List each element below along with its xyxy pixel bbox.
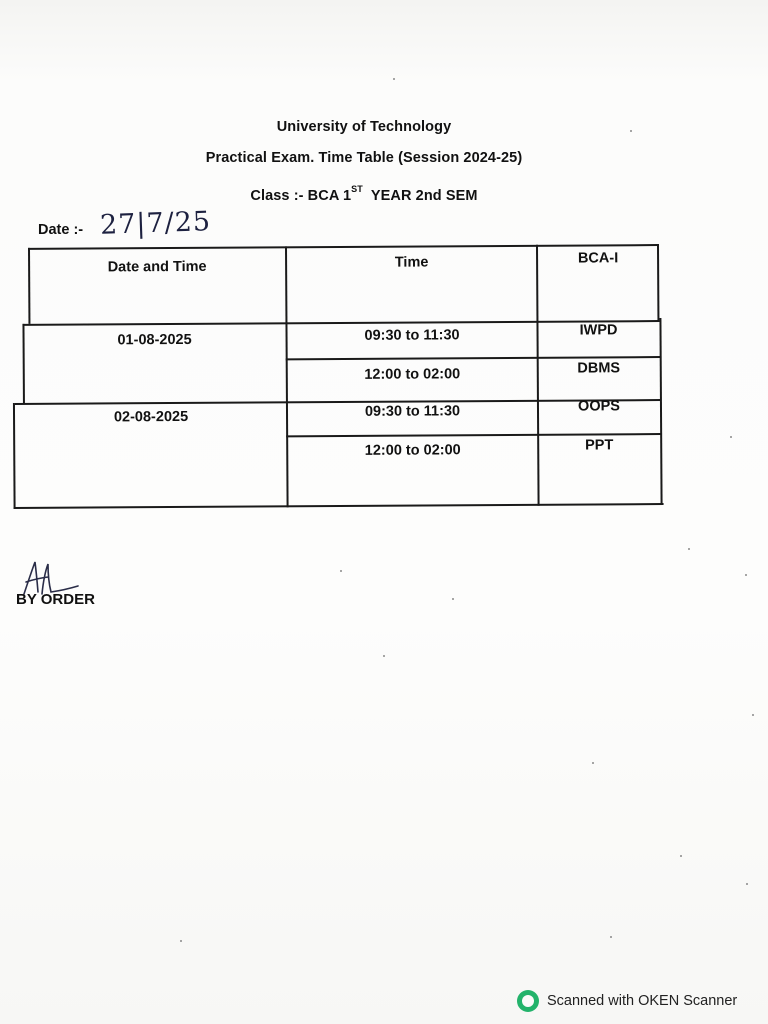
row-subject: DBMS [577,360,621,377]
date-label: Date :- [38,222,84,238]
scanner-watermark [517,990,737,1012]
row-subject: IWPD [579,322,618,339]
scan-speck [630,130,632,132]
scan-speck [340,570,342,572]
timetable [12,244,664,512]
class-prefix: Class :- BCA 1 [250,187,352,204]
row-date: 01-08-2025 [117,331,192,349]
row-subject: PPT [585,437,614,454]
row-time: 12:00 to 02:00 [364,442,461,459]
scan-speck [180,940,182,942]
row-subject: OOPS [577,398,620,415]
scan-speck [688,548,690,550]
scan-speck [610,936,612,938]
table-border-right-lower [659,318,662,505]
column-header-date-and-time: Date and Time [107,258,207,276]
exam-title: Practical Exam. Time Table (Session 2024-25) [205,150,523,166]
class-line [0,186,748,204]
scan-speck [746,883,748,885]
row-time: 12:00 to 02:00 [364,366,461,383]
row-date: 02-08-2025 [113,408,189,426]
handwritten-date: 27|7/25 [99,206,212,241]
oken-scanner-logo-icon [517,990,539,1012]
column-header-bca-i: BCA-I [577,250,619,267]
table-border-bottom [14,503,664,509]
scanner-text: Scanned with OKEN Scanner [547,993,738,1009]
scan-speck [745,574,747,576]
row-time: 09:30 to 11:30 [364,403,461,420]
scan-speck [730,436,732,438]
university-name: University of Technology [276,119,452,135]
scan-speck [752,714,754,716]
column-header-time: Time [394,254,429,271]
by-order-text: BY ORDER [16,591,95,608]
scan-speck [680,855,682,857]
scan-speck [452,598,454,600]
scan-speck [383,655,385,657]
scan-speck [393,78,395,80]
class-suffix: YEAR 2nd SEM [370,187,478,204]
class-superscript: ST [351,184,363,194]
row-time: 09:30 to 11:30 [364,327,460,344]
scan-speck [592,762,594,764]
